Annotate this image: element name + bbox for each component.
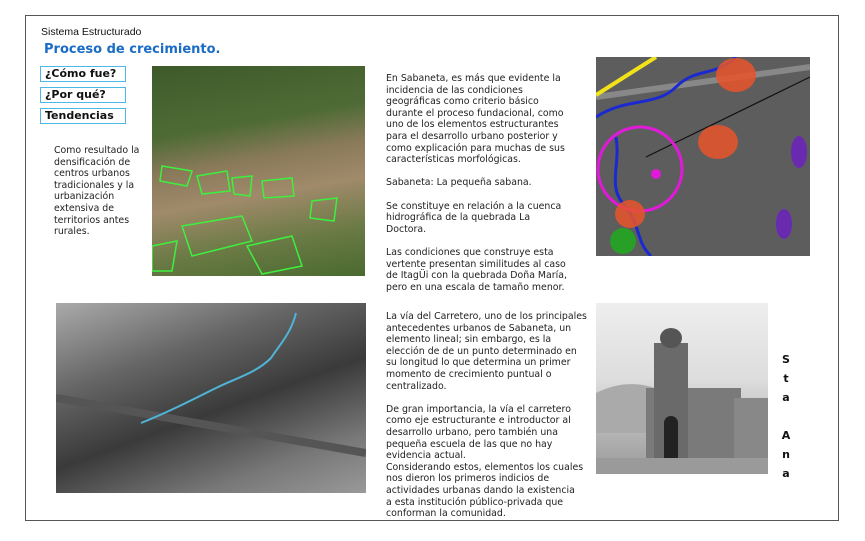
text-line: centralizado. bbox=[386, 380, 447, 392]
text-line: extensiva de bbox=[54, 202, 115, 214]
stream-overlay bbox=[56, 303, 366, 493]
text-line: La vía del Carretero, uno de los principales bbox=[386, 311, 587, 322]
text-line: Considerando estos, elementos los cuales bbox=[386, 461, 584, 473]
text-line: como explicación para muchas de sus bbox=[386, 142, 565, 154]
text-line: momento de crecimiento puntual o bbox=[386, 368, 552, 380]
page-title: Proceso de crecimiento. bbox=[44, 42, 221, 57]
text-line: densificación de bbox=[54, 156, 131, 168]
text-line: Se constituye en relación a la cuenca bbox=[386, 200, 562, 212]
vertical-letter: a bbox=[782, 467, 790, 480]
text-line: conforman la comunidad. bbox=[386, 508, 506, 520]
text-line: de ItagÜi con la quebrada Doña María, bbox=[386, 270, 567, 282]
text-line: geográficas como criterio básico bbox=[386, 96, 539, 108]
vertical-letter: a bbox=[782, 391, 790, 404]
text-line: uno de los elementos estructurantes bbox=[386, 119, 559, 131]
text-line: como eje estructurante e introductor al bbox=[386, 415, 571, 427]
text-line: elección de de un punto determinado en bbox=[386, 345, 577, 357]
text-line: Doctora. bbox=[386, 223, 427, 235]
left-caption bbox=[54, 145, 139, 238]
text-line: nos dieron los primeros indicios de bbox=[386, 473, 550, 485]
text-line: evidencia actual. bbox=[386, 450, 466, 462]
text-line: a esta institución público-privada que bbox=[386, 496, 564, 508]
text-line: su longitud lo que determina un primer bbox=[386, 357, 571, 369]
nav-tendencias-button[interactable]: Tendencias bbox=[40, 108, 126, 124]
text-line: territorios antes bbox=[54, 214, 130, 226]
text-line: vertente presentan similitudes al caso bbox=[386, 258, 566, 270]
aerial-photo-bw bbox=[56, 303, 366, 493]
text-line: pequeña escuela de las que no hay bbox=[386, 438, 553, 450]
text-line: incidencia de las condiciones bbox=[386, 84, 523, 96]
text-line: durante el proceso fundacional, como bbox=[386, 107, 564, 119]
text-line: urbanización bbox=[54, 191, 115, 203]
text-line: Sabaneta: La pequeña sabana. bbox=[386, 177, 532, 189]
text-line: En Sabaneta, es más que evidente la bbox=[386, 73, 561, 84]
bottom-description bbox=[386, 311, 587, 520]
text-line: antecedentes urbanos de Sabaneta, un bbox=[386, 322, 572, 334]
vertical-letter: A bbox=[781, 429, 791, 442]
text-line: características morfológicas. bbox=[386, 154, 521, 166]
nav-como-fue-button[interactable]: ¿Cómo fue? bbox=[40, 66, 126, 82]
text-line: para el desarrollo urbano posterior y bbox=[386, 130, 558, 142]
text-line: rurales. bbox=[54, 226, 90, 238]
text-line: desarrollo urbano, pero también una bbox=[386, 426, 558, 438]
text-line: Como resultado la bbox=[54, 145, 140, 156]
map-annotations bbox=[596, 57, 810, 256]
aerial-photo-color bbox=[152, 66, 365, 276]
annotated-map bbox=[596, 57, 810, 256]
text-line: De gran importancia, la vía el carretero bbox=[386, 403, 571, 415]
text-line: tradicionales y la bbox=[54, 179, 135, 191]
section-label: Sistema Estructurado bbox=[41, 26, 142, 38]
text-line: elemento lineal; sin embargo, es la bbox=[386, 334, 552, 346]
church-illustration bbox=[596, 303, 768, 474]
nav-por-que-button[interactable]: ¿Por qué? bbox=[40, 87, 126, 103]
text-line: Las condiciones que construye esta bbox=[386, 246, 554, 258]
text-line: centros urbanos bbox=[54, 168, 130, 180]
text-line: pero en una escala de tamaño menor. bbox=[386, 281, 565, 293]
church-photo bbox=[596, 303, 768, 474]
vertical-letter: n bbox=[782, 448, 790, 461]
text-line: hidrográfica de la quebrada La bbox=[386, 212, 531, 224]
vertical-letter: S bbox=[782, 353, 790, 366]
top-description bbox=[386, 73, 567, 293]
vertical-letter: t bbox=[783, 372, 789, 385]
text-line: actividades urbanas dando la existencia bbox=[386, 484, 575, 496]
green-outline-overlay bbox=[152, 66, 365, 276]
